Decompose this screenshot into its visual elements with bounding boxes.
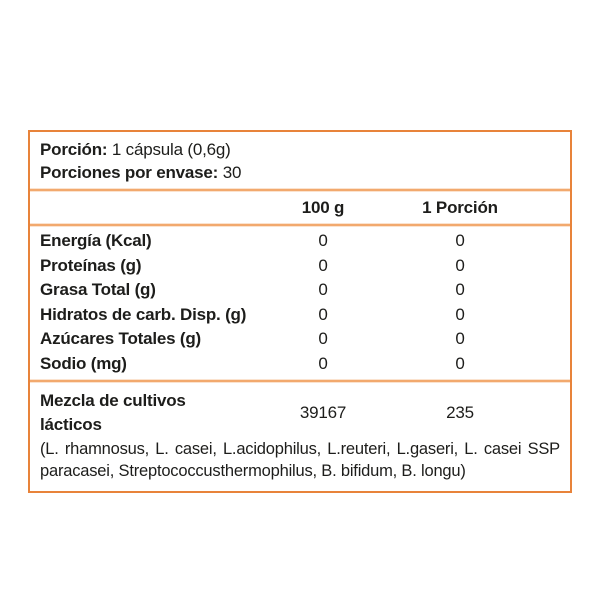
- nutrient-per-100g: 0: [318, 353, 328, 373]
- servings-per-container-line: [40, 161, 560, 184]
- nutrient-per-portion: 0: [455, 255, 465, 275]
- serving-size-label: Porción:: [40, 140, 108, 159]
- nutrient-per-portion: 0: [455, 304, 465, 324]
- nutrient-per-portion: 0: [455, 280, 465, 299]
- nutrient-name: Hidratos de carb. Disp. (g): [40, 304, 247, 324]
- table-row-energy: [30, 229, 570, 254]
- nutrient-per-portion: 0: [455, 329, 465, 348]
- nutrient-name: Proteínas (g): [40, 255, 142, 275]
- column-header-100g: 100 g: [301, 197, 345, 217]
- nutrient-per-100g: 0: [318, 280, 328, 299]
- culture-species-list: (L. rhamnosus, L. casei, L.acidophilus, L.reuteri, L.gaseri, L. casei SSP paracasei, Streptococcusthermophilus, B. bifidum, B. longu): [40, 440, 560, 480]
- column-header-portion: 1 Porción: [422, 197, 498, 217]
- nutrient-name: Azúcares Totales (g): [40, 329, 202, 348]
- mixture-per-100g: 39167: [299, 403, 347, 422]
- nutrient-per-portion: 0: [455, 353, 465, 373]
- serving-info-section: [30, 132, 570, 189]
- nutrient-per-100g: 0: [318, 255, 328, 275]
- serving-size-value: 1 cápsula (0,6g): [111, 140, 231, 159]
- nutrient-name: Energía (Kcal): [40, 231, 152, 250]
- table-row-sodium: [30, 352, 570, 377]
- nutrient-per-100g: 0: [318, 304, 328, 324]
- nutrient-name: Grasa Total (g): [40, 280, 156, 299]
- mixture-per-portion: 235: [446, 403, 474, 422]
- nutrient-per-100g: 0: [318, 329, 328, 348]
- lactic-cultures-section: [30, 382, 570, 491]
- table-row-protein: [30, 254, 570, 279]
- table-row-carbohydrates: [30, 303, 570, 328]
- nutrient-name: Sodio (mg): [40, 353, 127, 373]
- table-row-total-sugars: [30, 327, 570, 352]
- nutrient-per-100g: 0: [318, 231, 328, 250]
- nutrition-facts-panel: [28, 130, 572, 493]
- servings-per-container-label: Porciones por envase:: [40, 163, 219, 182]
- table-row-lactic-cultures: [30, 389, 570, 437]
- servings-per-container-value: 30: [222, 163, 242, 182]
- nutrient-rows: [30, 226, 570, 380]
- nutrient-per-portion: 0: [455, 231, 465, 250]
- table-row-total-fat: [30, 278, 570, 303]
- serving-size-line: [40, 138, 560, 161]
- mixture-name: Mezcla de cultivos lácticos: [40, 391, 186, 434]
- column-header-row: [30, 191, 570, 224]
